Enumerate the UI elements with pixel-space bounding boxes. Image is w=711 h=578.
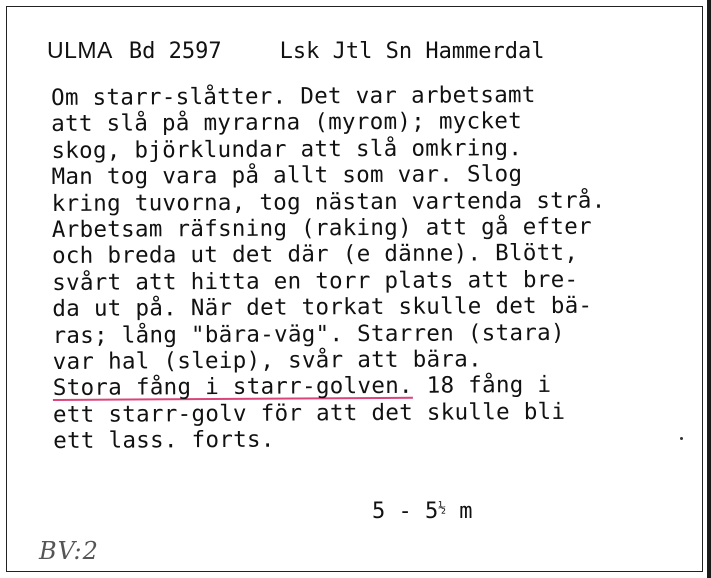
underlined-phrase: Stora fång i starr-golven. (52, 373, 413, 402)
text-line: Arbetsam räfsning (raking) att gå efter (51, 213, 592, 244)
archive-name: ULMA (47, 37, 113, 63)
text-line: var hal (sleip), svår att bära. (52, 346, 482, 376)
scan-edge (707, 0, 711, 578)
location: Lsk Jtl Sn Hammerdal (279, 39, 545, 64)
text-line: kring tuvorna, tog nästan vartenda strå. (51, 187, 606, 217)
text-line: ett starr-golv för att det skulle bli (52, 398, 566, 428)
text-line: ett lass. forts. (53, 426, 275, 455)
text-line: och breda ut det där (e dänne). Blött, (51, 240, 579, 270)
measure-unit: m (446, 499, 473, 524)
text-line: ras; lång "bära-väg". Starren (stara) (52, 319, 565, 349)
line-continuation: 18 fång i (412, 372, 552, 400)
text-line: Om starr-slåtter. Det var arbetsamt (51, 82, 536, 111)
card-header (47, 35, 545, 67)
measure-fraction: ½ (438, 501, 447, 516)
record-text (51, 82, 607, 455)
archive-card (6, 6, 703, 572)
text-line-underlined (53, 372, 607, 402)
measurement (372, 499, 473, 524)
text-line: att slå på myrarna (myrom); mycket (51, 108, 523, 138)
measure-prefix: 5 - 5 (372, 499, 439, 524)
text-line: skog, björklundar att slå omkring. (51, 134, 523, 164)
text-line: Man tog vara på allt som var. Slog (51, 161, 523, 191)
text-line: svårt att hitta en torr plats att bre- (52, 266, 579, 296)
ink-dot (680, 437, 683, 440)
record-code: Bd 2597 (128, 39, 222, 64)
text-line: da ut på. När det torkat skulle det bä- (52, 292, 593, 323)
handwritten-note: BV:2 (39, 537, 99, 565)
